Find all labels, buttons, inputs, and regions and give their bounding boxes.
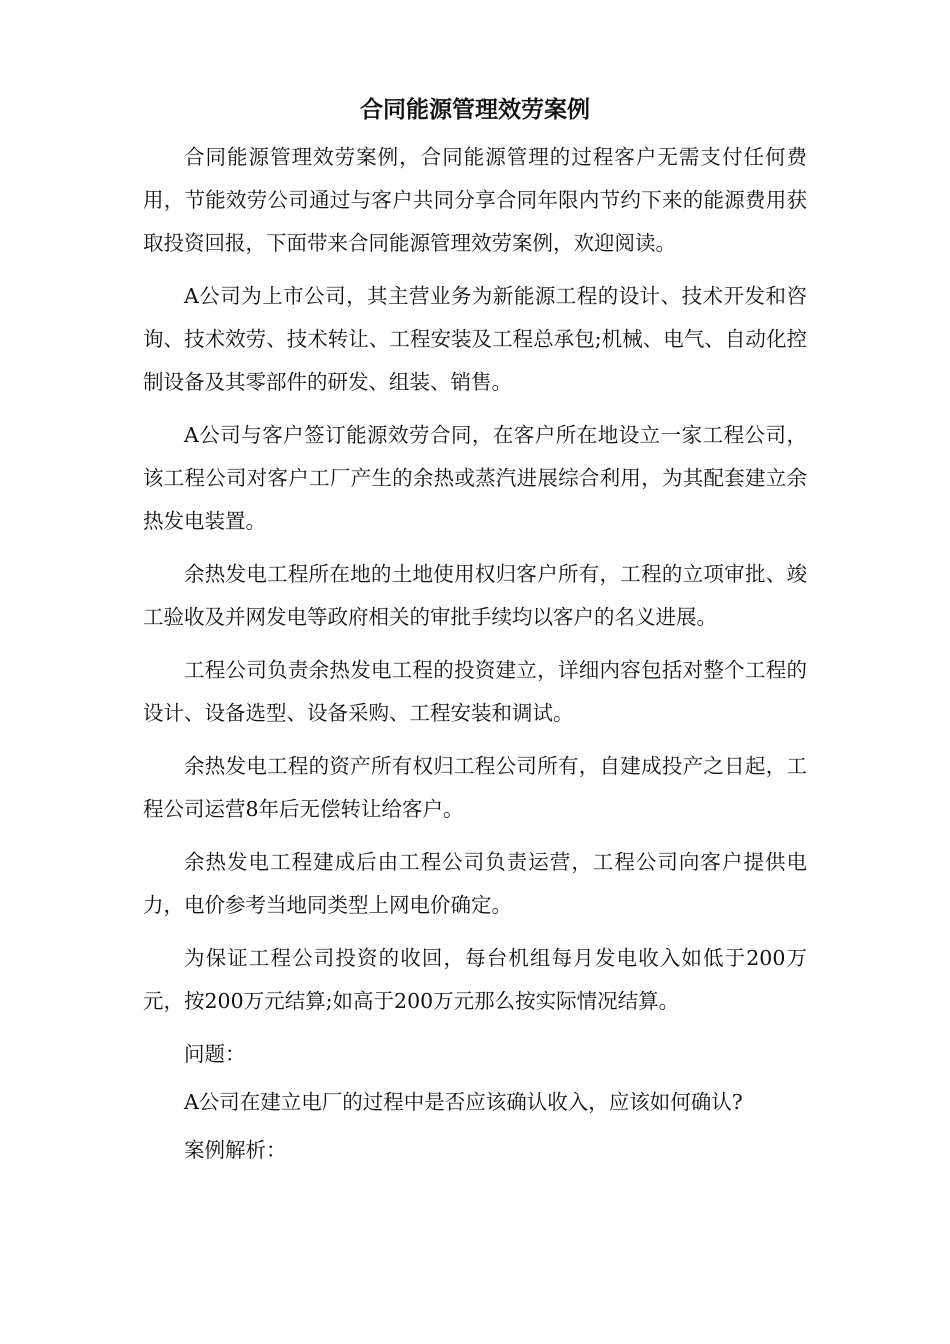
paragraph-contract: A公司与客户签订能源效劳合同，在客户所在地设立一家工程公司，该工程公司对客户工厂产生的余热或蒸汽进展综合利用，为其配套建立余热发电装置。 [143, 423, 807, 533]
paragraph-intro: 合同能源管理效劳案例，合同能源管理的过程客户无需支付任何费用，节能效劳公司通过与客户共同分享合同年限内节约下来的能源费用获取投资回报，下面带来合同能源管理效劳案例，欢迎阅读。 [143, 145, 807, 255]
paragraph-question: A公司在建立电厂的过程中是否应该确认收入，应该如何确认? [184, 1090, 743, 1114]
document-body [143, 136, 807, 1177]
paragraph-analysis-heading: 案例解析： [184, 1138, 287, 1162]
paragraph-company-profile: A公司为上市公司，其主营业务为新能源工程的设计、技术开发和咨询、技术效劳、技术转让、工程安装及工程总承包;机械、电气、自动化控制设备及其零部件的研发、组装、销售。 [143, 284, 807, 394]
paragraph-settlement: 为保证工程公司投资的收回，每台机组每月发电收入如低于200万元，按200万元结算;如高于200万元那么按实际情况结算。 [143, 946, 807, 1013]
paragraph-investment: 工程公司负责余热发电工程的投资建立，详细内容包括对整个工程的设计、设备选型、设备采购、工程安装和调试。 [143, 658, 807, 725]
document-title: 合同能源管理效劳案例 [360, 97, 590, 123]
paragraph-land-rights: 余热发电工程所在地的土地使用权归客户所有，工程的立项审批、竣工验收及并网发电等政府相关的审批手续均以客户的名义进展。 [143, 562, 807, 629]
paragraph-question-heading: 问题： [184, 1042, 246, 1066]
paragraph-asset-ownership: 余热发电工程的资产所有权归工程公司所有，自建成投产之日起，工程公司运营8年后无偿转让给客户。 [143, 754, 807, 821]
paragraph-operation: 余热发电工程建成后由工程公司负责运营，工程公司向客户提供电力，电价参考当地同类型上网电价确定。 [143, 850, 807, 917]
